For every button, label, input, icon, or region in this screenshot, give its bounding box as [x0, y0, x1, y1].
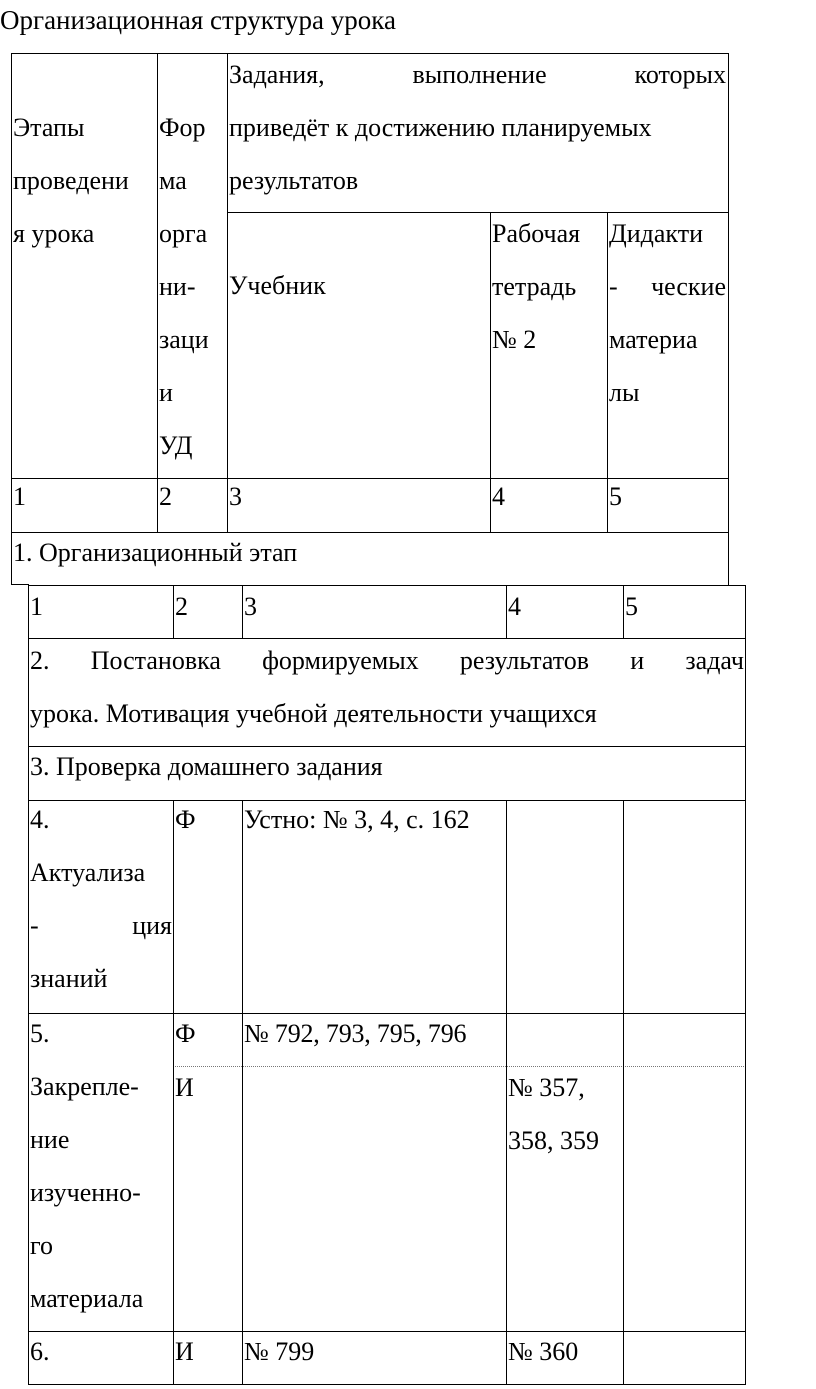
header-workbook: Рабочая тетрадь № 2 — [492, 219, 581, 354]
row-5-form-individual: И — [175, 1073, 194, 1102]
row-5-stage: 5. Закрепле- ние изученно- го материала — [30, 1019, 144, 1313]
column-number: 5 — [625, 592, 638, 621]
header-didactic: Дидакти - ческие материа лы — [609, 219, 726, 407]
column-number: 3 — [244, 592, 257, 621]
row-6-stage: 6. — [30, 1337, 50, 1366]
header-stages: Этапы проведени я урока — [13, 113, 129, 248]
column-number: 4 — [508, 592, 521, 621]
column-number: 5 — [609, 482, 622, 511]
page-title: Организационная структура урока — [0, 5, 396, 35]
row-6-form: И — [175, 1337, 194, 1366]
row-6-textbook: № 799 — [244, 1337, 315, 1366]
column-number: 4 — [492, 482, 505, 511]
column-number: 2 — [159, 482, 172, 511]
column-number: 1 — [13, 482, 26, 511]
column-number: 2 — [175, 592, 188, 621]
section-organizational-stage: 1. Организационный этап — [13, 538, 298, 567]
section-goals-motivation: 2. Постановка формируемых результатов и задач урока. Мотивация учебной деятельности учащихся — [30, 646, 744, 728]
row-5-form-frontal: Ф — [175, 1019, 196, 1048]
row-5-workbook: № 357, 358, 359 — [508, 1073, 599, 1155]
row-5-textbook: № 792, 793, 795, 796 — [244, 1019, 467, 1048]
row-4-form: Ф — [175, 805, 196, 834]
row-4-textbook: Устно: № 3, 4, с. 162 — [244, 805, 470, 834]
header-tasks: Задания, выполнение которых приведёт к достижению планируемых результатов — [229, 60, 726, 195]
header-textbook: Учебник — [229, 271, 326, 300]
column-number: 1 — [30, 592, 43, 621]
header-form: Фор ма орга ни- заци и УД — [159, 113, 209, 460]
row-6-workbook: № 360 — [508, 1337, 579, 1366]
row-4-stage: 4. Актуализа - ция знаний — [30, 805, 172, 993]
column-number: 3 — [229, 482, 242, 511]
section-homework-check: 3. Проверка домашнего задания — [30, 752, 383, 781]
